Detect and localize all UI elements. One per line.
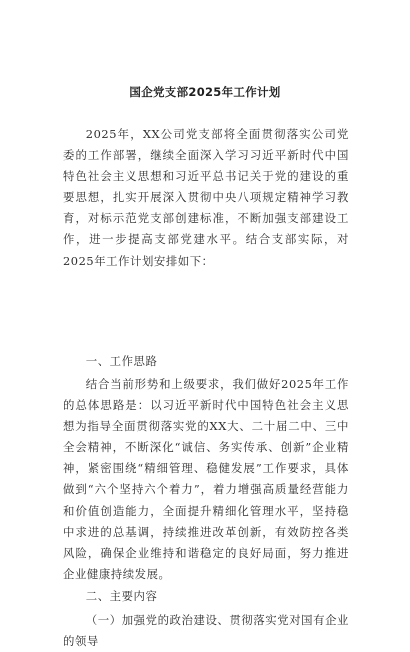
subsection-1 xyxy=(63,610,349,652)
intro-text: 2025年，XX公司党支部将全面贯彻落实公司党委的工作部署，继续全面深入学习习近平新时代中国特色社会主义思想和习近平总书记关于党的建设的重要思想，扎实开展深入贯彻中央八项规定精神学习教育，对标示范党支部创建标准，不断加强支部建设工作，进一步提高支部党建水平。结合支部实际，对2025年工作计划安排如下： xyxy=(63,127,349,268)
section-heading-2 xyxy=(63,586,349,607)
section-heading-2-text: 二、主要内容 xyxy=(85,589,158,603)
section-1-text: 结合当前形势和上级要求，我们做好2025年工作的总体思路是：以习近平新时代中国特色社会主义思想为指导全面贯彻落实党的XX大、二十届二中、三中全会精神，不断深化“诚信、务实传承、创新”企业精神，紧密围绕“精细管理、稳健发展”工作要求，具体做到“六个坚持六个着力”，着力增强高质量经营能力和价值创造能力，全面提升精细化管理水平，坚持稳中求进的总基调，持续推进改革创新，有效防控各类风险，确保企业维持和谐稳定的良好局面，努力推进企业健康持续发展。 xyxy=(63,377,349,581)
intro-paragraph xyxy=(63,124,349,272)
section-heading-1 xyxy=(63,351,349,372)
section-heading-1-text: 一、工作思路 xyxy=(85,354,158,368)
document-title: 国企党支部2025年工作计划 xyxy=(129,85,281,99)
section-1-paragraph xyxy=(63,374,349,585)
subsection-1-text: （一）加强党的政治建设、贯彻落实党对国有企业的领导 xyxy=(63,613,349,649)
